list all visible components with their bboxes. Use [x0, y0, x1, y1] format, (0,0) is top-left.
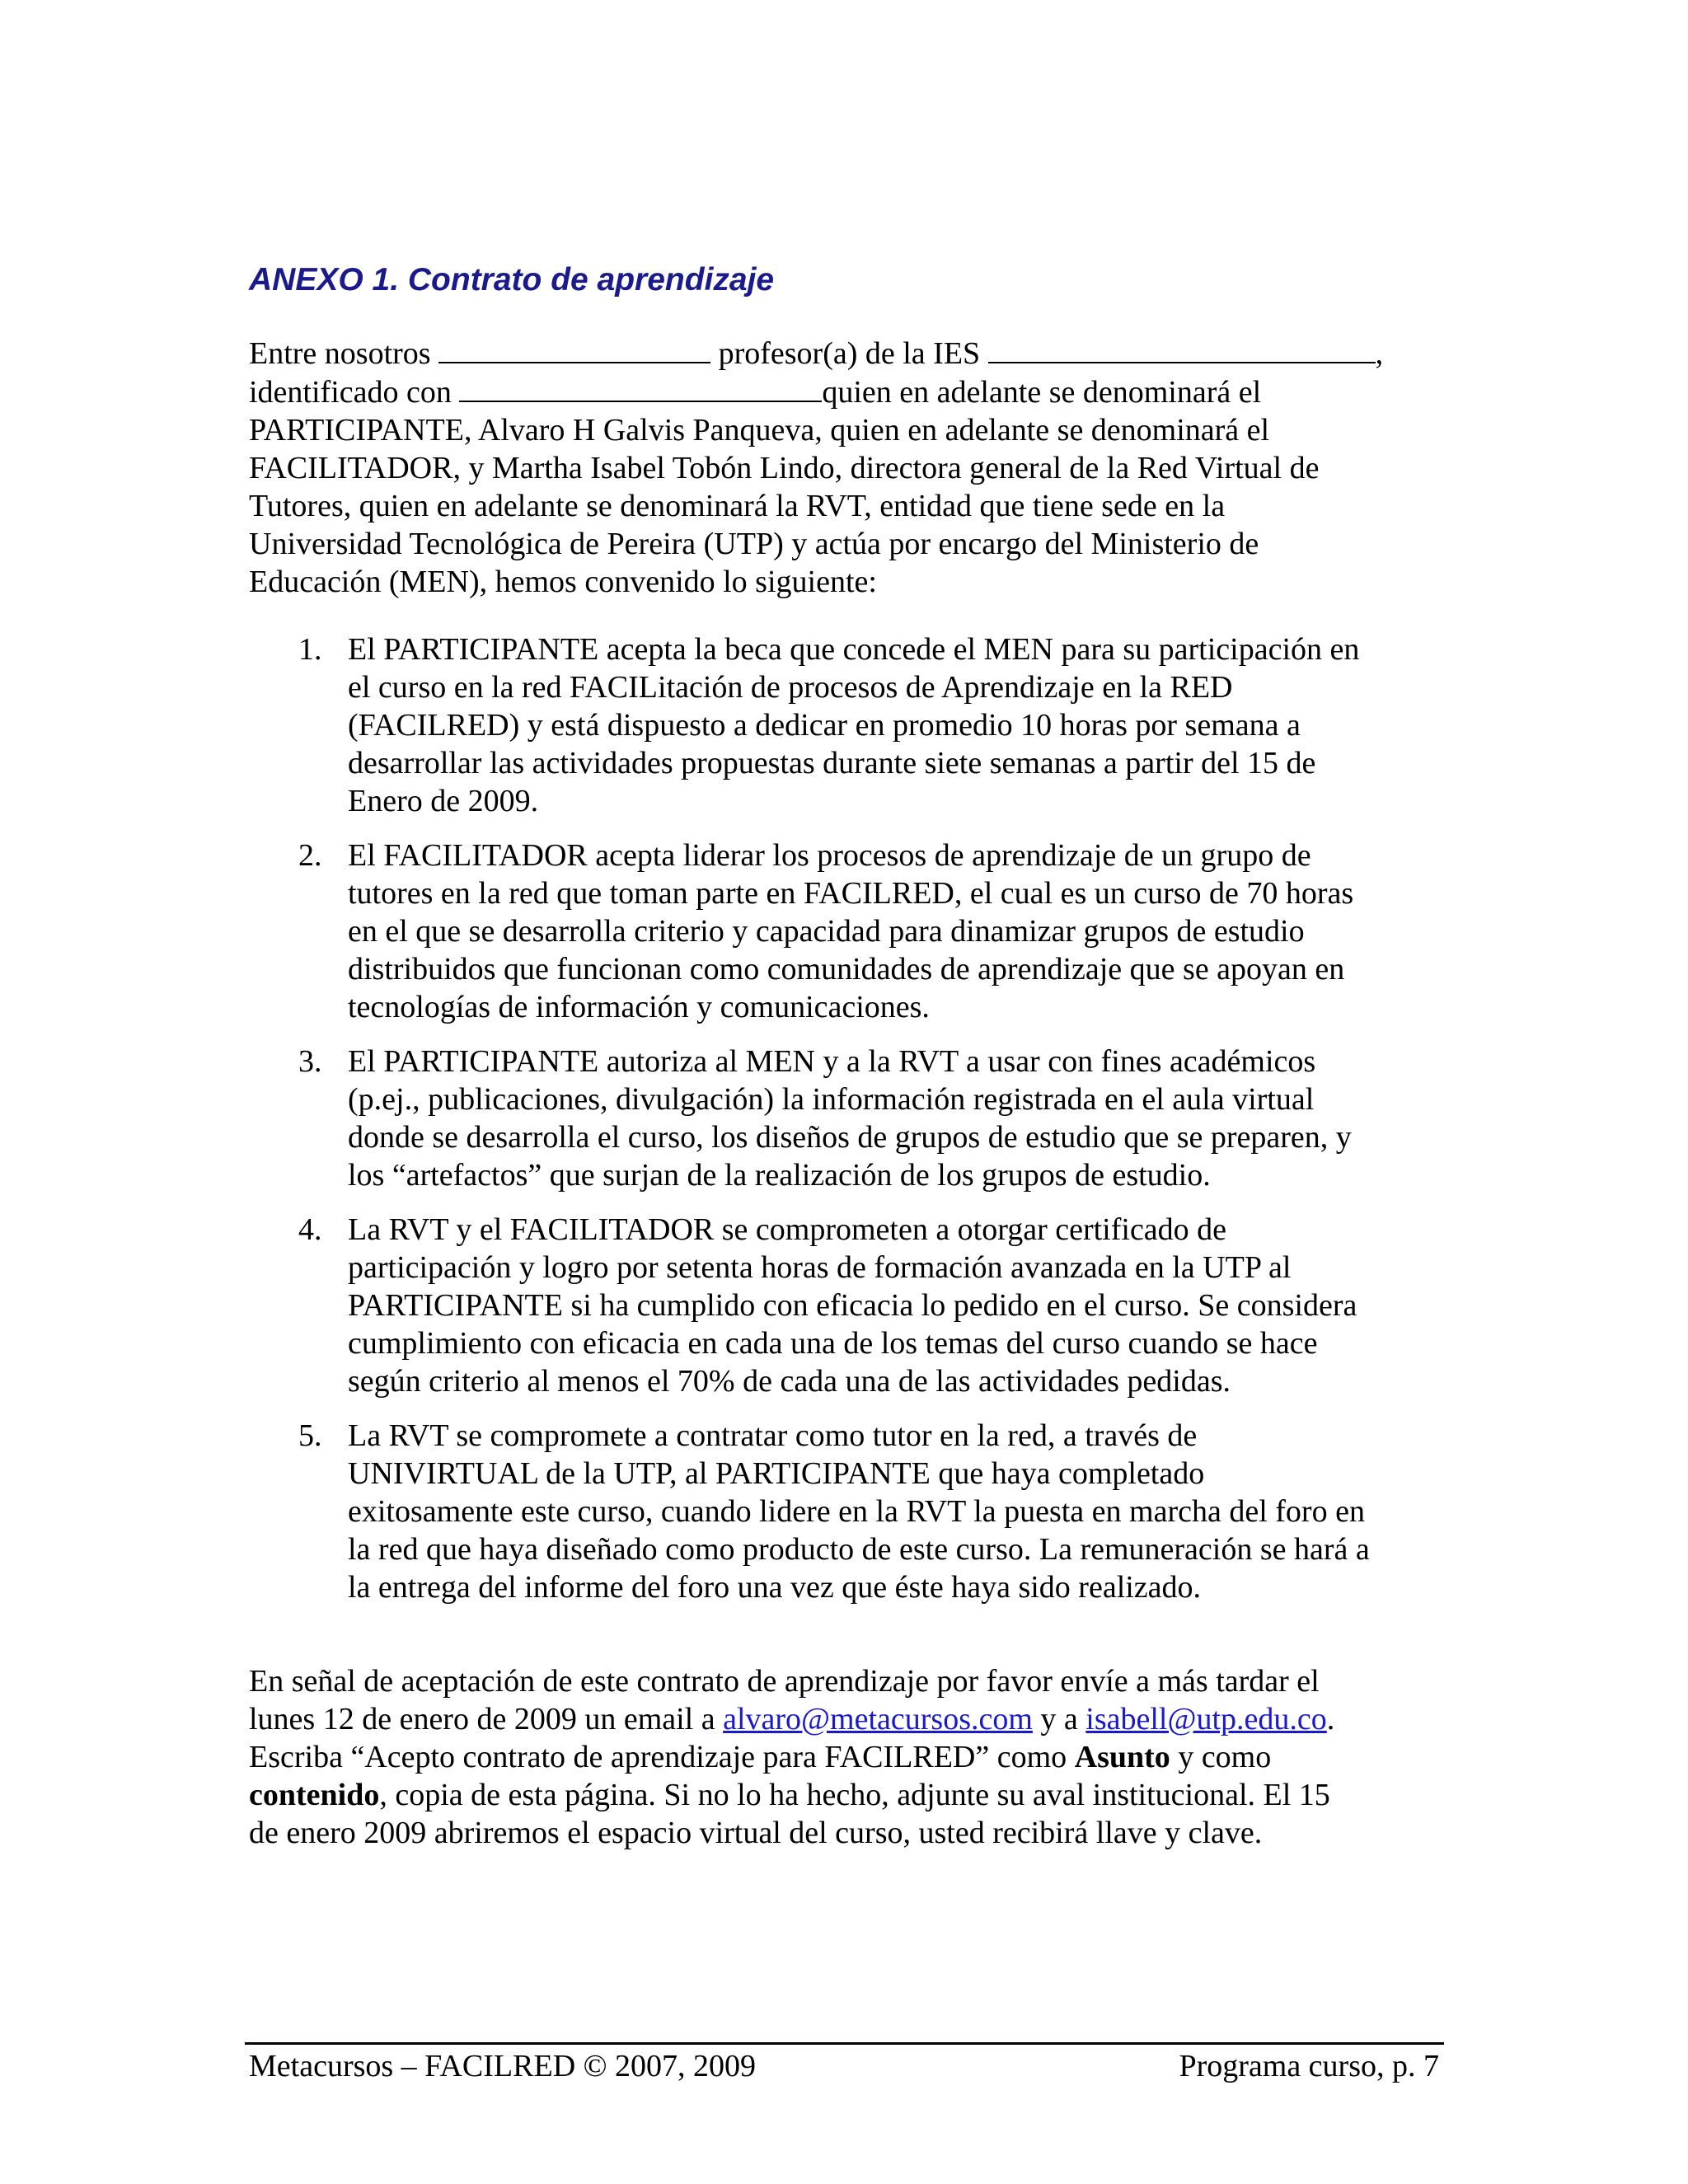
agreement-list — [249, 630, 1444, 1623]
list-item-line: desarrollar las actividades propuestas durante siete semanas a partir del 15 de — [348, 746, 1316, 780]
intro-line-1 — [249, 334, 1444, 373]
annex-heading: ANEXO 1. Contrato de aprendizaje — [249, 262, 775, 298]
list-item — [249, 837, 1444, 1026]
list-item-line: tecnologías de información y comunicaciones. — [348, 990, 930, 1024]
intro-line-7: Educación (MEN), hemos convenido lo siguiente: — [249, 565, 877, 599]
list-item-line: la entrega del informe del foro una vez que éste haya sido realizado. — [348, 1570, 1202, 1605]
list-item-line: PARTICIPANTE si ha cumplido con eficacia lo pedido en el curso. Se considera — [348, 1288, 1357, 1323]
footer-divider — [245, 2042, 1444, 2045]
list-item-line: cumplimiento con eficacia en cada una de los temas del curso cuando se hace — [348, 1326, 1318, 1361]
list-item-line: El PARTICIPANTE acepta la beca que concede el MEN para su participación en — [348, 632, 1360, 667]
list-item-line: el curso en la red FACILitación de procesos de Aprendizaje en la RED — [348, 670, 1233, 705]
list-item-line: La RVT se compromete a contratar como tutor en la red, a través de — [348, 1418, 1198, 1453]
intro-text: profesor(a) de la IES — [710, 336, 988, 371]
closing-text: Escriba “Acepto contrato de aprendizaje para FACILRED” como — [249, 1740, 1075, 1774]
list-item-line: en el que se desarrolla criterio y capacidad para dinamizar grupos de estudio — [348, 914, 1305, 949]
content-bold-text: contenido — [249, 1778, 380, 1812]
closing-line-4 — [249, 1776, 1444, 1814]
list-item-line: (FACILRED) y está dispuesto a dedicar en promedio 10 horas por semana a — [348, 708, 1301, 743]
list-item-line: exitosamente este curso, cuando lidere en la RVT la puesta en marcha del foro en — [348, 1494, 1365, 1529]
institution-blank[interactable] — [988, 334, 1376, 363]
closing-line-5: de enero 2009 abriremos el espacio virtual del curso, usted recibirá llave y clave. — [249, 1816, 1263, 1850]
list-item — [249, 1211, 1444, 1400]
closing-text: y como — [1170, 1740, 1272, 1774]
list-item-line: participación y logro por setenta horas de formación avanzada en la UTP al — [348, 1250, 1292, 1285]
list-item-number: 4. — [298, 1212, 322, 1247]
intro-line-2 — [249, 373, 1444, 411]
list-item-line: UNIVIRTUAL de la UTP, al PARTICIPANTE que haya completado — [348, 1456, 1205, 1491]
list-item-number: 2. — [298, 838, 322, 873]
closing-text: . — [1326, 1702, 1335, 1736]
closing-line-3 — [249, 1738, 1444, 1776]
intro-text: Entre nosotros — [249, 336, 439, 371]
list-item-line: la red que haya diseñado como producto de este curso. La remuneración se hará a — [348, 1532, 1370, 1567]
closing-line-1: En señal de aceptación de este contrato de aprendizaje por favor envíe a más tardar el — [249, 1664, 1320, 1699]
list-item-number: 1. — [298, 632, 322, 667]
intro-text: , — [1375, 336, 1384, 371]
list-item-line: donde se desarrolla el curso, los diseños de grupos de estudio que se preparen, y — [348, 1120, 1352, 1155]
closing-line-2 — [249, 1700, 1444, 1738]
closing-text: y a — [1032, 1702, 1086, 1736]
list-item-line: (p.ej., publicaciones, divulgación) la información registrada en el aula virtual — [348, 1082, 1315, 1117]
email-link-alvaro[interactable]: alvaro@metacursos.com — [723, 1702, 1033, 1736]
list-item-line: La RVT y el FACILITADOR se comprometen a otorgar certificado de — [348, 1212, 1227, 1247]
list-item — [249, 1417, 1444, 1606]
list-item-line: tutores en la red que toman parte en FACILRED, el cual es un curso de 70 horas — [348, 876, 1354, 911]
list-item-line: Enero de 2009. — [348, 784, 539, 818]
intro-line-4: FACILITADOR, y Martha Isabel Tobón Lindo, directora general de la Red Virtual de — [249, 451, 1320, 485]
list-item-line: según criterio al menos el 70% de cada una de las actividades pedidas. — [348, 1364, 1231, 1399]
list-item-line: distribuidos que funcionan como comunidades de aprendizaje que se apoyan en — [348, 952, 1345, 987]
footer-copyright: Metacursos – FACILRED © 2007, 2009 — [249, 2049, 757, 2083]
list-item-line: El PARTICIPANTE autoriza al MEN y a la RVT a usar con fines académicos — [348, 1044, 1316, 1079]
list-item — [249, 1043, 1444, 1194]
intro-line-5: Tutores, quien en adelante se denominará la RVT, entidad que tiene sede en la — [249, 489, 1226, 523]
list-item-number: 5. — [298, 1418, 322, 1453]
email-link-isabell[interactable]: isabell@utp.edu.co — [1085, 1702, 1327, 1736]
list-item-line: los “artefactos” que surjan de la realización de los grupos de estudio. — [348, 1158, 1211, 1193]
subject-bold-text: Asunto — [1074, 1740, 1170, 1774]
list-item — [249, 630, 1444, 820]
intro-line-6: Universidad Tecnológica de Pereira (UTP) y actúa por encargo del Ministerio de — [249, 527, 1259, 561]
closing-paragraph — [249, 1662, 1444, 1852]
intro-paragraph — [249, 334, 1444, 601]
closing-text: lunes 12 de enero de 2009 un email a — [249, 1702, 724, 1736]
list-item-line: El FACILITADOR acepta liderar los procesos de aprendizaje de un grupo de — [348, 838, 1311, 873]
intro-line-3: PARTICIPANTE, Alvaro H Galvis Panqueva, quien en adelante se denominará el — [249, 413, 1270, 448]
list-item-number: 3. — [298, 1044, 322, 1079]
professor-name-blank[interactable] — [438, 334, 710, 363]
closing-text: , copia de esta página. Si no lo ha hecho, adjunte su aval institucional. El 15 — [379, 1778, 1330, 1812]
footer-page-number: Programa curso, p. 7 — [1179, 2049, 1439, 2083]
identification-blank[interactable] — [459, 373, 822, 402]
intro-text: quien en adelante se denominará el — [822, 375, 1262, 410]
intro-text: identificado con — [249, 375, 460, 410]
